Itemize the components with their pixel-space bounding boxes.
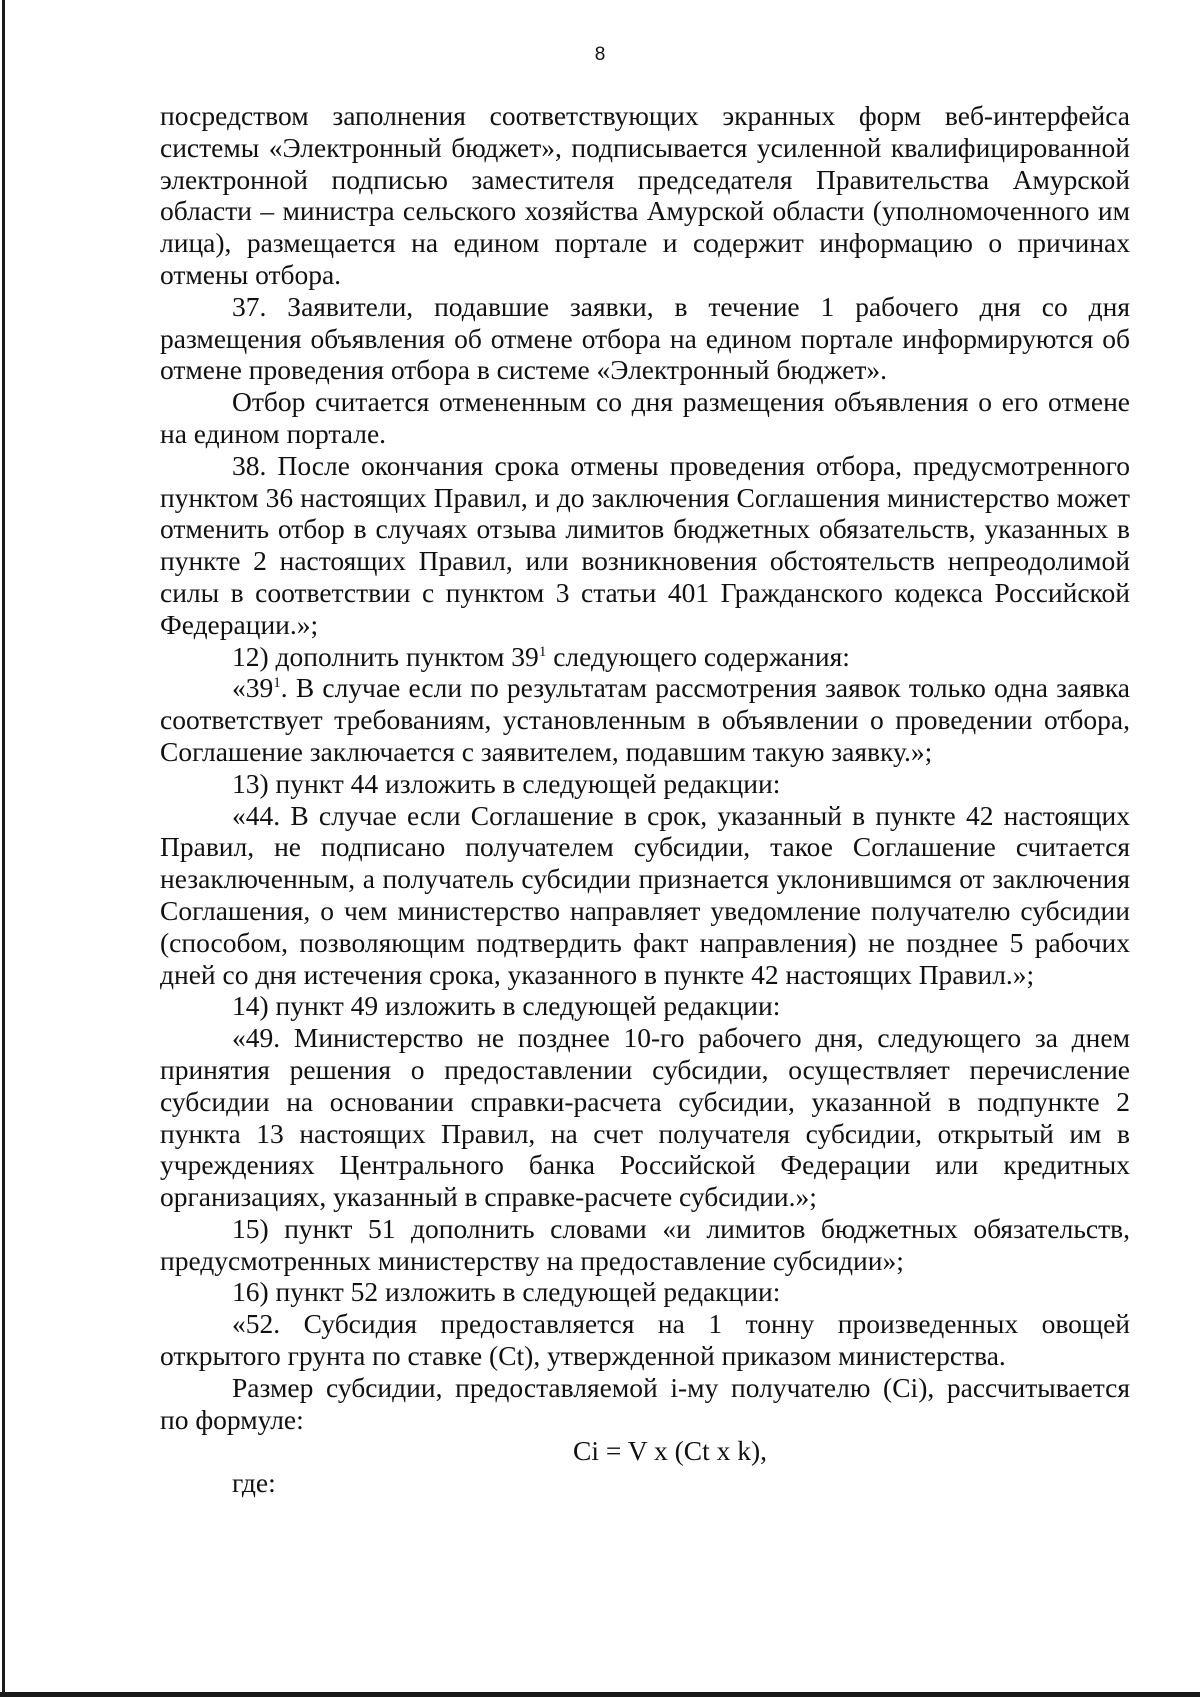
paragraph-amendment-13: 13) пункт 44 изложить в следующей редакции: (232, 767, 781, 799)
paragraph-amendment-16: 16) пункт 52 изложить в следующей редакции: (232, 1276, 781, 1308)
clause-39-1-text: . В случае если по результатам рассмотрения заявок только одна заявка соответствует требованиям, установленным в объявлении о проведении отбора, Соглашение заключается с заявителем, подавшим такую заявку.»; (160, 672, 1130, 767)
page-number: 8 (594, 44, 606, 65)
scan-border-bottom (0, 1692, 1200, 1697)
superscript: 1 (273, 675, 281, 692)
paragraph-amendment-12 (160, 641, 1130, 673)
paragraph-clause-37: 37. Заявители, подавшие заявки, в течение 1 рабочего дня со дня размещения объявления об отмене отбора на едином портале информируются об отмене проведения отбора в системе «Электронный бюджет». (160, 290, 1130, 386)
paragraph-clause-38: 38. После окончания срока отмены проведения отбора, предусмотренного пунктом 36 настоящих Правил, и до заключения Соглашения министерство может отменить отбор в случаях отзыва лимитов бюджетных обязательств, указанных в пункте 2 настоящих Правил, или возникновения обстоятельств непреодолимой силы в соответствии с пунктом 3 статьи 401 Гражданского кодекса Российской Федерации.»; (160, 449, 1130, 640)
scan-border-left (2, 0, 5, 1697)
document-body (160, 100, 1130, 1499)
superscript: 1 (538, 643, 547, 660)
subsidy-formula: Ci = V x (Ct x k), (572, 1435, 768, 1467)
paragraph-subsidy-size: Размер субсидии, предоставляемой i-му получателю (Ci), рассчитывается по формуле: (160, 1371, 1130, 1435)
paragraph-where: где: (232, 1467, 276, 1499)
paragraph-amendment-15: 15) пункт 51 дополнить словами «и лимитов бюджетных обязательств, предусмотренных министерству на предоставление субсидии»; (160, 1212, 1130, 1276)
amendment-12-text-end: следующего содержания: (546, 640, 850, 672)
paragraph-selection-cancelled: Отбор считается отмененным со дня размещения объявления о его отмене на едином портале. (160, 386, 1130, 449)
paragraph-clause-39-1 (160, 672, 1130, 767)
amendment-12-text: 12) дополнить пунктом 39 (232, 640, 539, 672)
paragraph-clause-49: «49. Министерство не позднее 10-го рабочего дня, следующего за днем принятия решения о предоставлении субсидии, осуществляет перечисление субсидии на основании справки-расчета субсидии, указанной в подпункте 2 пункта 13 настоящих Правил, на счет получателя субсидии, открытый им в учреждениях Центрального банка Российской Федерации или кредитных организациях, указанный в справке-расчете субсидии.»; (160, 1022, 1130, 1213)
paragraph-amendment-14: 14) пункт 49 изложить в следующей редакции: (232, 990, 781, 1022)
paragraph-cancel-notice-continued: посредством заполнения соответствующих экранных форм веб-интерфейса системы «Электронный бюджет», подписывается усиленной квалифицированной электронной подписью заместителя председателя Правительства Амурской области – министра сельского хозяйства Амурской области (уполномоченного им лица), размещается на едином портале и содержит информацию о причинах отмены отбора. (160, 100, 1130, 290)
paragraph-clause-52: «52. Субсидия предоставляется на 1 тонну произведенных овощей открытого грунта по ставке (Ct), утвержденной приказом министерства. (160, 1308, 1130, 1372)
paragraph-clause-44: «44. В случае если Соглашение в срок, указанный в пункте 42 настоящих Правил, не подписано получателем субсидии, такое Соглашение считается незаключенным, а получатель субсидии признается уклонившимся от заключения Соглашения, о чем министерство направляет уведомление получателю субсидии (способом, позволяющим подтвердить факт направления) не позднее 5 рабочих дней со дня истечения срока, указанного в пункте 42 настоящих Правил.»; (160, 799, 1130, 990)
clause-39-1-start: «39 (232, 672, 274, 704)
